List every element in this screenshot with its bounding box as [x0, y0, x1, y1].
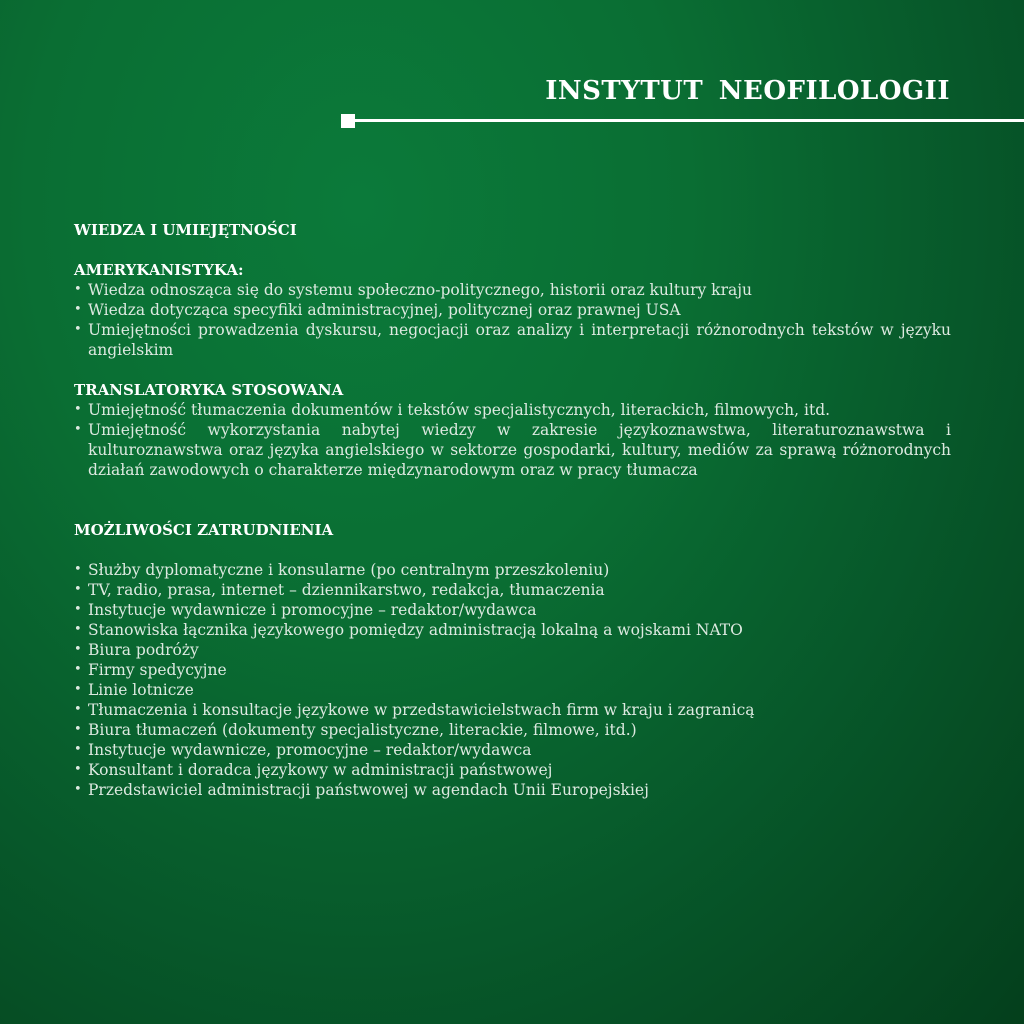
list-item: • Przedstawiciel administracji państwowej w agendach Unii Europejskiej — [74, 780, 951, 800]
list-item: • Tłumaczenia i konsultacje językowe w przedstawicielstwach firm w kraju i zagranicą — [74, 700, 951, 720]
divider-line — [355, 119, 1024, 122]
list-item: • Umiejętności prowadzenia dyskursu, negocjacji oraz analizy i interpretacji różnorodnych tekstów w języku angielskim — [74, 320, 951, 360]
translation-list — [74, 400, 951, 480]
employment-heading: MOŻLIWOŚCI ZATRUDNIENIA — [74, 521, 334, 539]
list-item: • Wiedza odnosząca się do systemu społeczno-politycznego, historii oraz kultury kraju — [74, 280, 951, 300]
list-item: • Firmy spedycyjne — [74, 660, 951, 680]
page-title: INSTYTUT NEOFILOLOGII — [545, 76, 950, 106]
americanistics-heading: AMERYKANISTYKA: — [74, 261, 244, 279]
divider-square — [341, 114, 355, 128]
list-item: • Umiejętność wykorzystania nabytej wiedzy w zakresie językoznawstwa, literaturoznawstwa i kulturoznawstwa oraz języka angielskiego w sektorze gospodarki, kultury, mediów za sprawą różnorodnych działań zawodowych o charakterze międzynarodowym oraz w pracy tłumacza — [74, 420, 951, 480]
list-item: • Instytucje wydawnicze, promocyjne – redaktor/wydawca — [74, 740, 951, 760]
list-item: • Służby dyplomatyczne i konsularne (po centralnym przeszkoleniu) — [74, 560, 951, 580]
list-item: • Linie lotnicze — [74, 680, 951, 700]
list-item: • Konsultant i doradca językowy w administracji państwowej — [74, 760, 951, 780]
list-item: • Biura tłumaczeń (dokumenty specjalistyczne, literackie, filmowe, itd.) — [74, 720, 951, 740]
list-item: • Umiejętność tłumaczenia dokumentów i tekstów specjalistycznych, literackich, filmowych, itd. — [74, 400, 951, 420]
americanistics-list — [74, 280, 951, 360]
knowledge-heading: WIEDZA I UMIEJĘTNOŚCI — [74, 221, 297, 239]
list-item: • TV, radio, prasa, internet – dziennikarstwo, redakcja, tłumaczenia — [74, 580, 951, 600]
list-item: • Biura podróży — [74, 640, 951, 660]
list-item: • Instytucje wydawnicze i promocyjne – redaktor/wydawca — [74, 600, 951, 620]
employment-list — [74, 560, 951, 800]
list-item: • Stanowiska łącznika językowego pomiędzy administracją lokalną a wojskami NATO — [74, 620, 951, 640]
translation-heading: TRANSLATORYKA STOSOWANA — [74, 381, 344, 399]
list-item: • Wiedza dotycząca specyfiki administracyjnej, politycznej oraz prawnej USA — [74, 300, 951, 320]
main-content — [74, 220, 951, 800]
header-divider — [341, 114, 1024, 128]
